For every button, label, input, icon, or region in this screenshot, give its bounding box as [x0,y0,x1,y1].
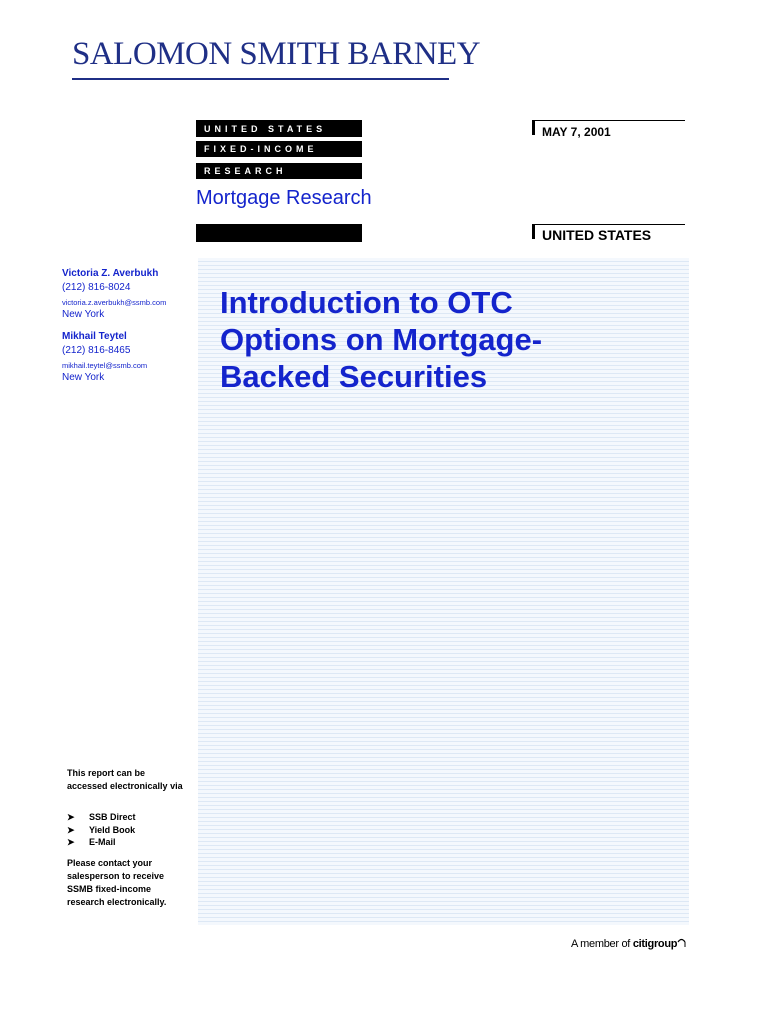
section-title: Mortgage Research [196,187,372,209]
author-city: New York [62,372,105,383]
member-prefix: A member of [571,938,631,950]
report-date: MAY 7, 2001 [542,125,611,139]
umbrella-icon [677,937,686,947]
list-item [67,825,135,836]
author-city: New York [62,309,105,320]
author-phone: (212) 816-8024 [62,282,131,293]
region-tick [532,225,535,239]
list-item [67,837,116,848]
bar-united-states: UNITED STATES [196,121,362,137]
author-email[interactable]: mikhail.teytel@ssmb.com [62,361,148,370]
channel-label: Yield Book [89,825,136,835]
arrow-bullet-icon: ➤ [67,837,75,847]
date-rule [532,120,685,121]
logo-text: SALOMON SMITH BARNEY [72,36,481,72]
title-line: Options on Mortgage- [220,322,543,357]
logo-underline [72,78,449,80]
title-line: Introduction to OTC [220,285,513,320]
report-title [220,284,680,395]
arrow-bullet-icon: ➤ [67,812,75,822]
bar-fixed-income: FIXED-INCOME [196,141,362,157]
access-intro: This report can be accessed electronically via [67,768,183,791]
author-name: Victoria Z. Averbukh [62,268,159,279]
date-tick [532,121,535,135]
bar-research: RESEARCH [196,163,362,179]
region-rule [532,224,685,225]
bar-divider [196,224,362,242]
author-phone: (212) 816-8465 [62,345,131,356]
arrow-bullet-icon: ➤ [67,825,75,835]
access-contact: Please contact your salesperson to receive SSMB fixed-income research electronically. [67,858,167,907]
citigroup-logo: citigroup [632,938,678,950]
author-email[interactable]: victoria.z.averbukh@ssmb.com [62,298,167,307]
member-of-citigroup [571,937,686,950]
channel-label: E-Mail [89,837,116,847]
title-line: Backed Securities [220,359,488,394]
author-name: Mikhail Teytel [62,331,127,342]
report-region: UNITED STATES [542,227,652,243]
channel-label: SSB Direct [89,812,136,822]
company-logo [72,36,481,72]
list-item [67,812,136,823]
